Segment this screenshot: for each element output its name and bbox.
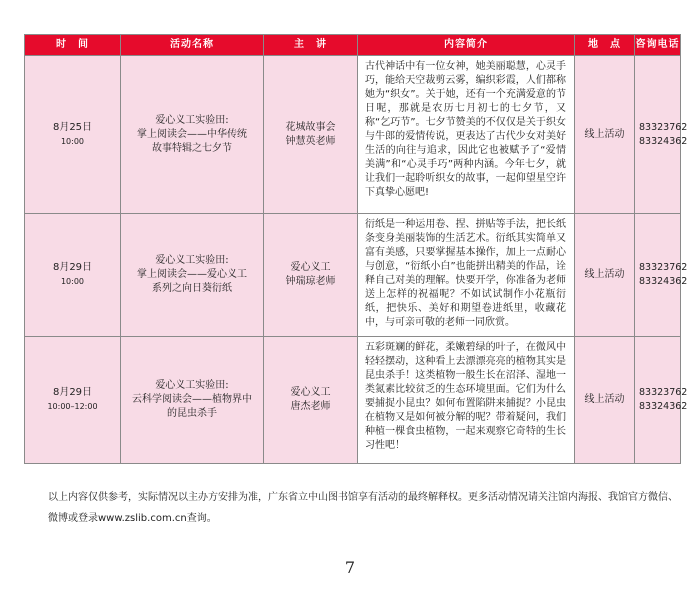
page-number: 7 <box>344 558 356 577</box>
host-line: 唐杰老师 <box>290 401 331 412</box>
phone-number: 83323762 <box>639 262 688 273</box>
table-row <box>25 56 681 214</box>
place-cell: 线上活动 <box>575 214 635 337</box>
activity-name-line: 云科学阅读会——植物界中 <box>132 394 252 405</box>
phone-number: 83324362 <box>639 401 688 412</box>
phone-number: 83323762 <box>639 387 688 398</box>
table-body <box>25 56 688 464</box>
host-line: 钟瑞琼老师 <box>285 276 336 287</box>
hour-text: 10:00 <box>60 136 85 146</box>
activity-name-line: 掌上阅读会——中华传统 <box>137 128 247 140</box>
table-header <box>25 35 681 56</box>
activity-name-line: 爱心义工实验田: <box>155 255 229 266</box>
host-line: 爱心义工 <box>290 387 331 398</box>
date-text: 8月29日 <box>52 262 93 273</box>
host-cell <box>264 337 358 464</box>
phone-number: 83323762 <box>639 121 688 133</box>
phone-number: 83324362 <box>639 276 688 287</box>
table-row <box>25 337 681 464</box>
host-line: 钟慧英老师 <box>285 135 336 147</box>
activity-name-cell <box>121 337 264 464</box>
host-line: 花城故事会 <box>285 121 336 133</box>
time-cell <box>25 214 121 337</box>
phone-number: 83324362 <box>639 135 688 147</box>
header-time: 时 间 <box>25 35 121 56</box>
phone-cell <box>635 337 688 464</box>
host-line: 爱心义工 <box>290 262 331 273</box>
activity-name-cell <box>121 56 264 214</box>
activity-schedule-table <box>24 34 688 464</box>
date-text: 8月29日 <box>52 387 93 398</box>
schedule-sheet <box>24 34 688 464</box>
header-host: 主 讲 <box>264 35 358 56</box>
header-phone: 咨询电话 <box>635 35 681 56</box>
header-activity-name: 活动名称 <box>121 35 264 56</box>
time-cell <box>25 56 121 214</box>
place-cell: 线上活动 <box>575 337 635 464</box>
footnote: 以上内容仅供参考，实际情况以主办方安排为准，广东省立中山图书馆享有活动的最终解释权。更多活动情况请关注馆内海报、我馆官方微信、微博或登录www.zslib.com.cn查询。 <box>48 492 678 524</box>
time-cell <box>25 337 121 464</box>
date-text: 8月25日 <box>52 121 93 133</box>
activity-name-line: 掌上阅读会——爱心义工 <box>137 269 247 280</box>
activity-name-line: 的昆虫杀手 <box>167 408 217 419</box>
activity-name-line: 爱心义工实验田: <box>155 380 229 391</box>
activity-name-cell <box>121 214 264 337</box>
activity-name-line: 故事特辑之七夕节 <box>152 142 232 154</box>
activity-name-line: 系列之向日葵衍纸 <box>152 283 232 294</box>
description-cell: 古代神话中有一位女神，她美丽聪慧，心灵手巧，能给天空裁剪云雾，编织彩霞，人们都称她为“织女”。关于她，还有一个充满爱意的节日呢，那就是农历七月初七的七夕节，又称“乞巧节”。七夕节赞美的不仅仅是关于织女与牛郎的爱情传说，更表达了古代少女对美好生活的向往与追求，因此它也被赋予了“爱情美满”和“心灵手巧”两种内涵。今年七夕，就让我们一起聆听织女的故事，一起仰望星空许下真挚心愿吧! <box>358 56 575 214</box>
host-cell <box>264 56 358 214</box>
table-row <box>25 214 681 337</box>
phone-cell <box>635 56 688 214</box>
place-cell: 线上活动 <box>575 56 635 214</box>
description-cell: 五彩斑斓的鲜花，柔嫩碧绿的叶子，在微风中轻轻摆动，这种看上去漂漂亮亮的植物其实是昆虫杀手！这类植物一般生长在沼泽、湿地一类氮素比较贫乏的生态环境里面。它们为什么要捕捉小昆虫？如何布置陷阱来捕捉？小昆虫在植物又是如何被分解的呢？带着疑问，我们种植一棵食虫植物，一起来观察它奇特的生长习性吧！ <box>358 337 575 464</box>
description-cell: 衍纸是一种运用卷、捏、拼贴等手法，把长纸条变身美丽装饰的生活艺术。衍纸其实简单又富有美感，只要掌握基本操作，加上一点耐心与创意，“衍纸小白”也能拼出精美的作品，诠释自己对美的理解。快要开学，你准备为老师送上怎样的祝福呢？不如试试制作小花瓶衍纸，把快乐、美好和期望卷进纸里，收藏花中，与可亲可敬的老师一同欣赏。 <box>358 214 575 337</box>
header-description: 内容简介 <box>358 35 575 56</box>
hour-text: 10:00 <box>60 277 85 286</box>
hour-text: 10:00–12:00 <box>47 402 98 411</box>
table-header-row <box>25 35 681 56</box>
phone-cell <box>635 214 688 337</box>
host-cell <box>264 214 358 337</box>
activity-name-line: 爱心义工实验田: <box>155 114 229 126</box>
header-place: 地 点 <box>575 35 635 56</box>
